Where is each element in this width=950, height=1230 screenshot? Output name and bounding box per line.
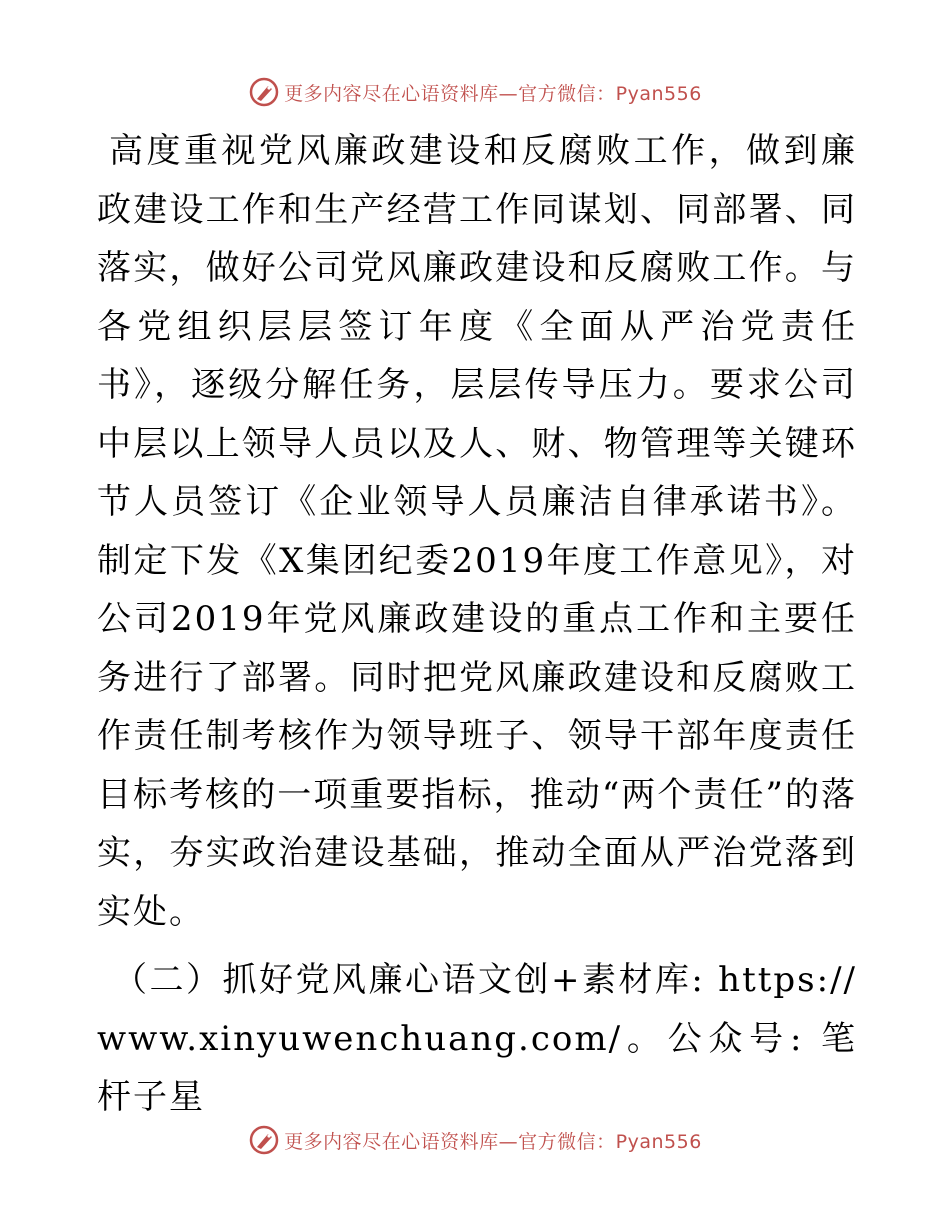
pen-nib-logo-icon xyxy=(248,1124,280,1156)
footer-banner xyxy=(0,1120,950,1160)
body-paragraph: 高度重视党风廉政建设和反腐败工作，做到廉政建设工作和生产经营工作同谋划、同部署、同落实，做好公司党风廉政建设和反腐败工作。与各党组织层层签订年度《全面从严治党责任书》，逐级分解任务，层层传导压力。要求公司中层以上领导人员以及人、财、物管理等关键环节人员签订《企业领导人员廉洁自律承诺书》。制定下发《X集团纪委2019年度工作意见》，对公司2019年党风廉政建设的重点工作和主要任务进行了部署。同时把党风廉政建设和反腐败工作责任制考核作为领导班子、领导干部年度责任目标考核的一项重要指标，推动“两个责任”的落实，夯实政治建设基础，推动全面从严治党落到实处。 xyxy=(97,131,857,932)
body-paragraph-section-2: （二）抓好党风廉心语文创+素材库: https:// www.xinyuwenchuang.com/。公众号: 笔杆子星 xyxy=(97,960,857,1117)
header-banner-text: 更多内容尽在心语资料库—官方微信：Pyan556 xyxy=(284,82,702,105)
document-body xyxy=(97,122,857,1127)
header-banner xyxy=(0,72,950,112)
pen-nib-logo-icon xyxy=(248,76,280,108)
footer-banner-text: 更多内容尽在心语资料库—官方微信：Pyan556 xyxy=(284,1130,702,1153)
